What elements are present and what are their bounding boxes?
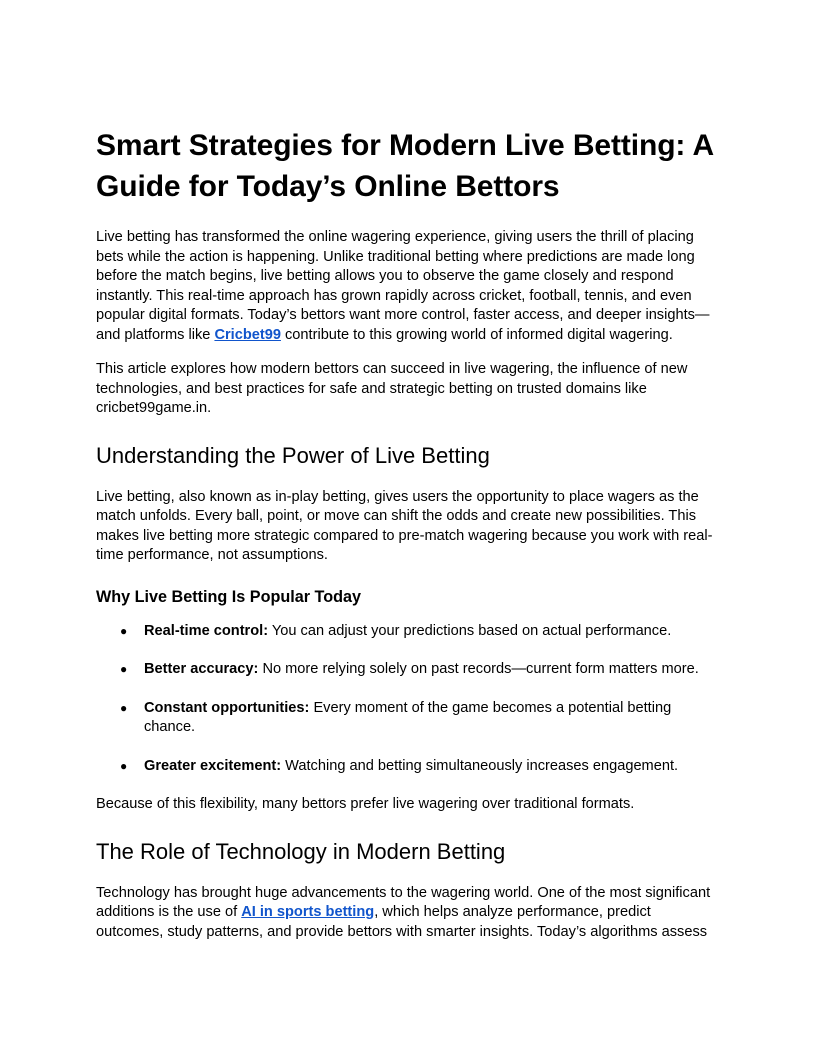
- subheading-why-popular: Why Live Betting Is Popular Today: [96, 587, 362, 606]
- page-title: Smart Strategies for Modern Live Betting: A Guide for Today’s Online Bettors: [96, 129, 713, 203]
- bullet-icon: ●: [120, 623, 128, 638]
- list-item-label: Real-time control:: [144, 622, 269, 639]
- bullet-icon: ●: [120, 758, 128, 773]
- bullet-icon: ●: [120, 662, 128, 676]
- intro-paragraph-2: This article explores how modern bettors can succeed in live wagering, the influence of new technologies, and best practices for safe and strategic betting on trusted domains like cricbet99game.in.: [96, 361, 688, 416]
- technology-text-end: , which helps analyze performance, predict outcomes, study patterns, and provide bettors with smarter insights. Today’s algorithms assess: [96, 904, 708, 940]
- intro-text-end: contribute to this growing world of informed digital wagering.: [280, 326, 673, 343]
- list-item-text: You can adjust your predictions based on actual performance.: [268, 622, 672, 639]
- intro-text-start: Live betting has transformed the online wagering experience, giving users the thrill of placing bets while the action is happening. Unlike traditional betting where predictions are made long before the match begins, live betting allows you to observe the game closely and respond instantly. This real-time approach has grown rapidly across cricket, football, tennis, and even popular digital formats. Today’s bettors want more control, faster access, and deeper insights—and platforms like: [96, 229, 710, 343]
- list-item-label: Greater excitement:: [144, 757, 282, 774]
- ai-sports-betting-link[interactable]: AI in sports betting: [241, 904, 375, 920]
- live-betting-paragraph: Live betting, also known as in-play betting, gives users the opportunity to place wagers as the match unfolds. Every ball, point, or move can shift the odds and create new possibilities. This makes live betting more strategic compared to pre-match wagering because you work with real-time performance, not assumptions.: [96, 488, 713, 563]
- list-item: [96, 622, 720, 642]
- bullet-icon: ●: [120, 700, 128, 715]
- list-item-label: Better accuracy:: [144, 661, 259, 677]
- popularity-bullet-list: [96, 622, 720, 777]
- list-item-text: Watching and betting simultaneously increases engagement.: [281, 757, 679, 774]
- flexibility-paragraph: Because of this flexibility, many bettors prefer live wagering over traditional formats.: [96, 796, 635, 812]
- list-item-text: No more relying solely on past records—current form matters more.: [258, 661, 699, 677]
- list-item: [96, 660, 720, 680]
- section-heading-technology: The Role of Technology in Modern Betting: [96, 838, 506, 864]
- list-item: [96, 699, 720, 738]
- section-heading-live-betting: Understanding the Power of Live Betting: [96, 442, 490, 468]
- intro-paragraph: [96, 228, 720, 345]
- list-item: [96, 757, 720, 777]
- technology-paragraph: [96, 884, 720, 943]
- list-item-text: Every moment of the game becomes a potential betting chance.: [144, 699, 672, 735]
- technology-text-start: Technology has brought huge advancements to the wagering world. One of the most significant additions is the use of: [96, 884, 711, 920]
- list-item-label: Constant opportunities:: [144, 699, 310, 716]
- cricbet99-link[interactable]: Cricbet99: [214, 326, 281, 343]
- document-page: [96, 125, 720, 957]
